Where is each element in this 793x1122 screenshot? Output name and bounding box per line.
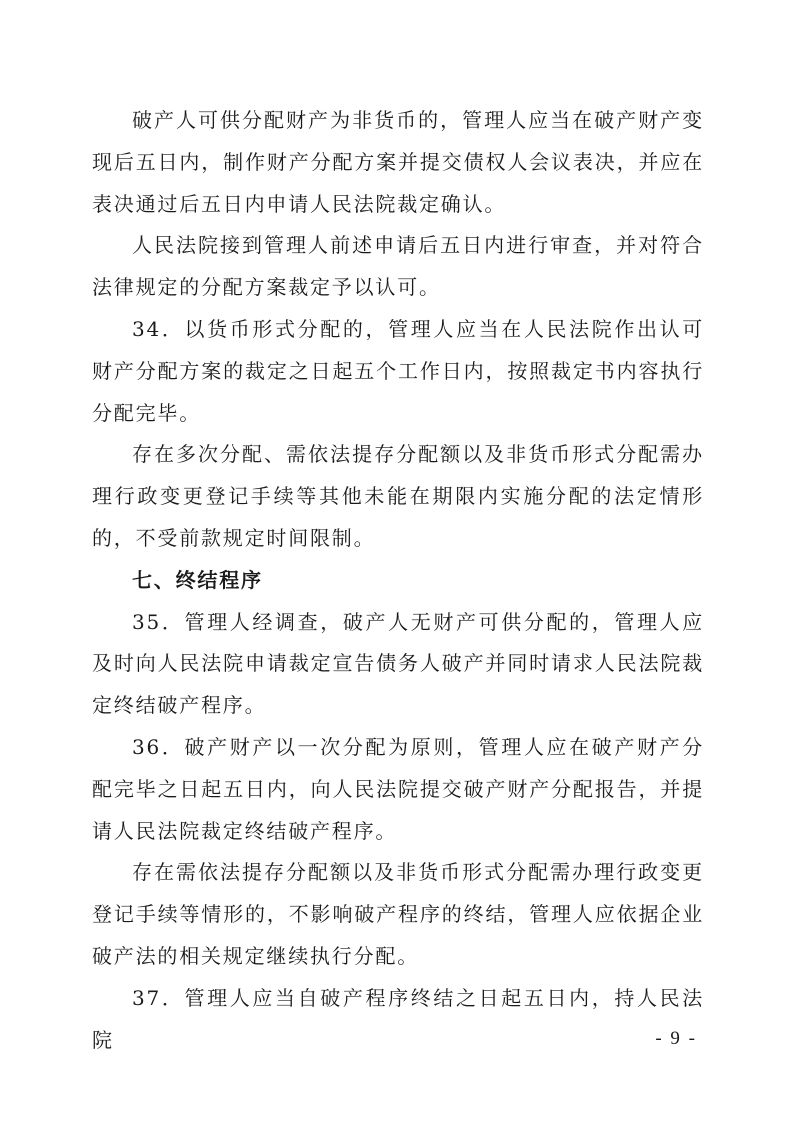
paragraph-article-37: 37．管理人应当自破产程序终结之日起五日内，持人民法院 <box>92 985 704 1052</box>
paragraph-article-36: 36．破产财产以一次分配为原则，管理人应在破产财产分配完毕之日起五日内，向人民法院提交破产财产分配报告，并提请人民法院裁定终结破产程序。 <box>92 734 704 843</box>
document-body <box>92 100 704 1061</box>
page-number: - 9 - <box>655 1028 697 1049</box>
paragraph-article-34: 34．以货币形式分配的，管理人应当在人民法院作出认可财产分配方案的裁定之日起五个工作日内，按照裁定书内容执行分配完毕。 <box>92 316 704 425</box>
section-heading-termination: 七、终结程序 <box>132 567 263 592</box>
paragraph-court-review: 人民法院接到管理人前述申请后五日内进行审查，并对符合法律规定的分配方案裁定予以认可。 <box>92 233 704 300</box>
paragraph-article-35: 35．管理人经调查，破产人无财产可供分配的，管理人应及时向人民法院申请裁定宣告债务人破产并同时请求人民法院裁定终结破产程序。 <box>92 609 704 718</box>
paragraph-article-34-exception: 存在多次分配、需依法提存分配额以及非货币形式分配需办理行政变更登记手续等其他未能在期限内实施分配的法定情形的，不受前款规定时间限制。 <box>92 442 704 550</box>
paragraph-distribution-noncash: 破产人可供分配财产为非货币的，管理人应当在破产财产变现后五日内，制作财产分配方案并提交债权人会议表决，并应在表决通过后五日内申请人民法院裁定确认。 <box>92 108 704 216</box>
paragraph-article-36-exception: 存在需依法提存分配额以及非货币形式分配需办理行政变更登记手续等情形的，不影响破产程序的终结，管理人应依据企业破产法的相关规定继续执行分配。 <box>92 860 704 968</box>
